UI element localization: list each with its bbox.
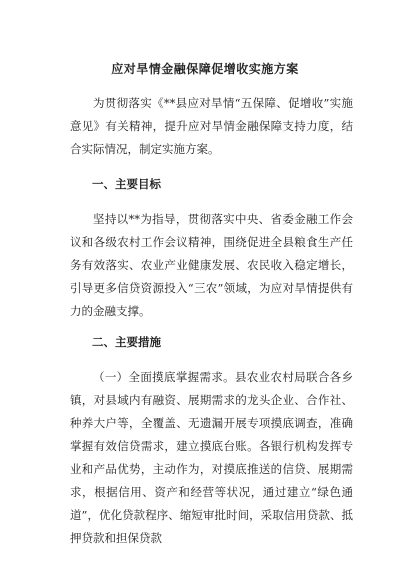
intro-paragraph: 为贯彻落实《**县应对旱情“五保障、促增收”实施意见》有关精神，提升应对旱情金融保障支持力度，结合实际情况，制定实施方案。 (70, 96, 353, 156)
measures-paragraph: （一）全面摸底掌握需求。县农业农村局联合各乡镇，对县域内有融资、展期需求的龙头企业、合作社、种养大户等，全覆盖、无遗漏开展专项摸底调查，准确掌握有效信贷需求，建立摸底台账。各银行机构发挥专业和产品优势，主动作为，对摸底推送的信贷、展期需求，根据信用、资产和经营等状况，通过建立“绿色通道”，优化贷款程序、缩短审批时间，采取信用贷款、抵押贷款和担保贷款 (70, 370, 353, 545)
section-heading-measures: 二、主要措施 (92, 335, 161, 349)
goals-paragraph: 坚持以**为指导，贯彻落实中央、省委金融工作会议和各级农村工作会议精神，围绕促进全县粮食生产任务有效落实、农业产业健康发展、农民收入稳定增长，引导更多信贷资源投入“三农”领域，为应对旱情提供有力的金融支撑。 (70, 212, 353, 318)
document-title: 应对旱情金融保障促增收实施方案 (111, 62, 299, 76)
section-heading-goals: 一、主要目标 (92, 177, 161, 191)
